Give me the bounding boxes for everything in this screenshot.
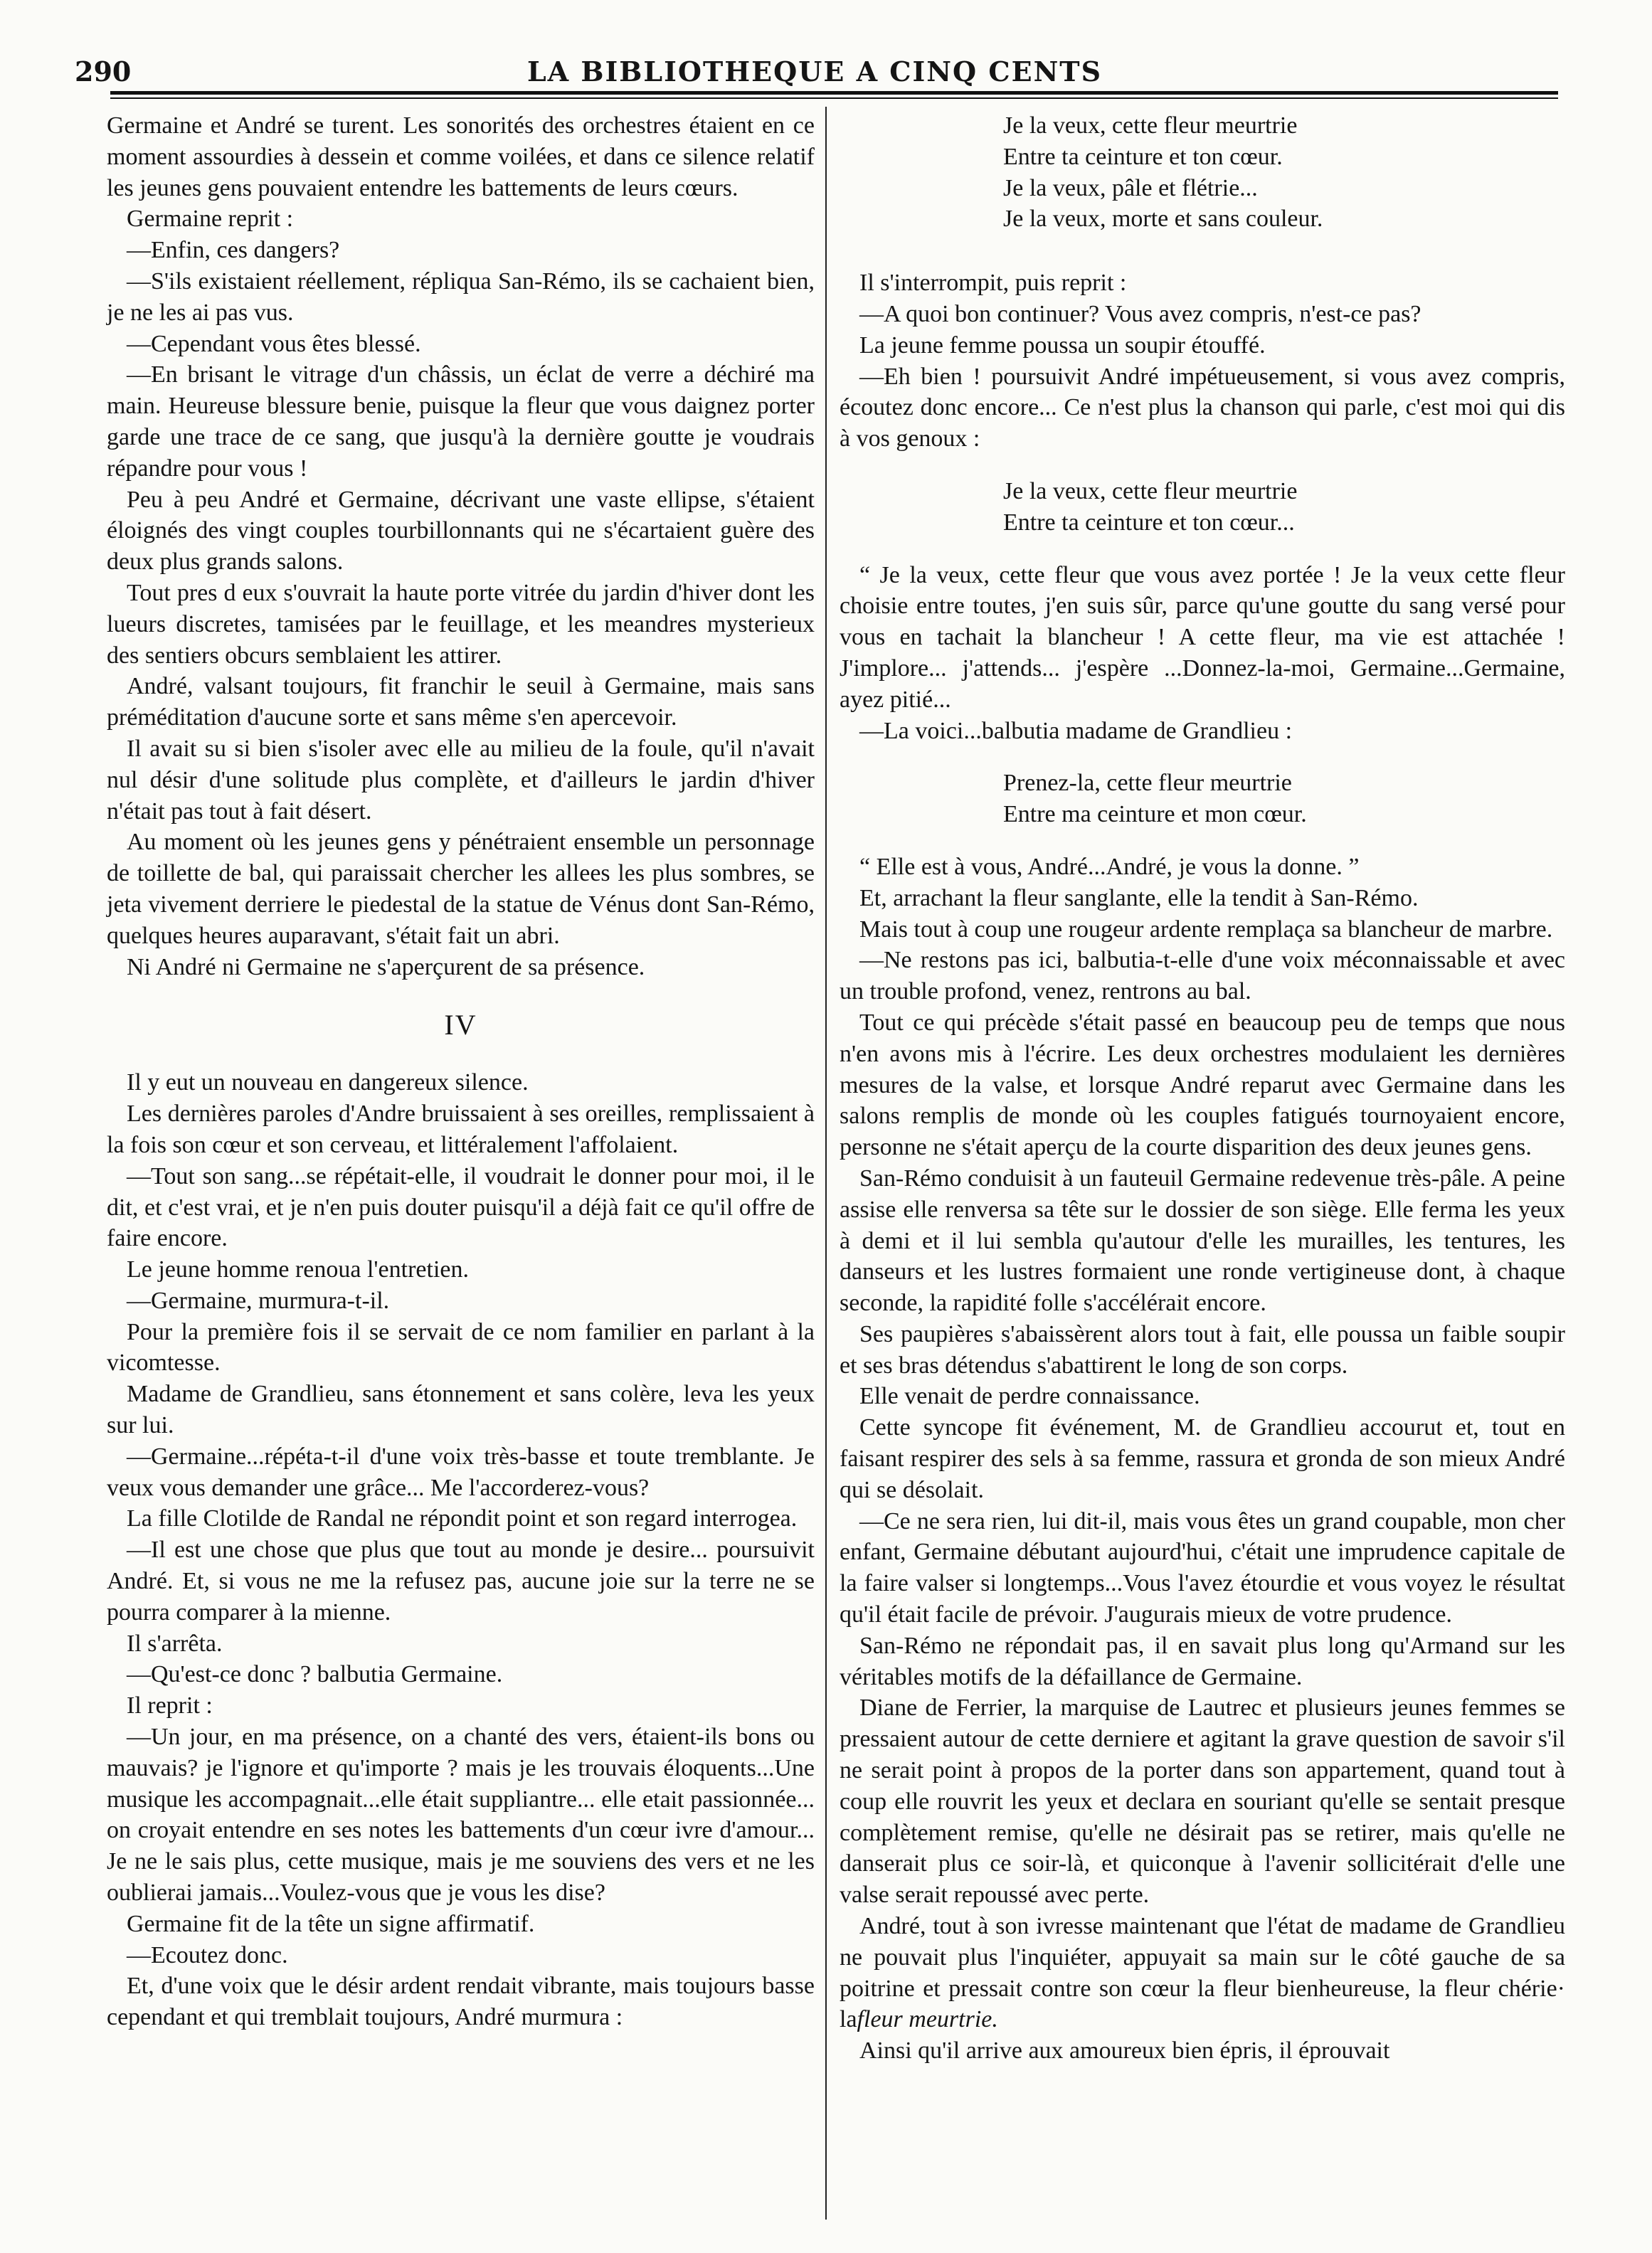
left-column: [107, 110, 815, 2033]
paragraph: Tout ce qui précède s'était passé en beaucoup peu de temps que nous n'en avons mis à l'écrire. Les deux orchestres modulaient les dernières mesures de la valse, et lorsque André reparut avec Germaine dans les salons remplis de monde où les couples fatigués tournoyaient encore, personne ne s'était aperçu de la courte disparition des deux jeunes gens.: [840, 1009, 1565, 1161]
paragraph: —Eh bien ! poursuivit André impétueusement, si vous avez compris, écoutez donc encore... Ce n'est plus la chanson qui parle, c'est moi qui dis à vos genoux :: [840, 363, 1565, 452]
paragraph: Il avait su si bien s'isoler avec elle au milieu de la foule, qu'il n'avait nul désir d'une solitude plus complète, et d'ailleurs le jardin d'hiver n'était pas tout à fait désert.: [107, 735, 815, 825]
verse-block: [840, 476, 1565, 539]
paragraph-text: André, tout à son ivresse maintenant que l'état de madame de Grandlieu ne pouvait plus l'inquiéter, appuyait sa main sur le côté gauche de sa poitrine et pressait contre son cœur la fleur bienheureuse, la fleur chérie· la: [840, 1913, 1565, 2033]
paragraph: San-Rémo conduisit à un fauteuil Germaine redevenue très-pâle. A peine assise elle renversa sa tête sur le dossier de son siège. Elle ferma les yeux à demi et il lui sembla qu'autour d'elle les murailles, les tentures, les danseurs et les lustres formaient une ronde vertigineuse dont, à chaque seconde, la rapidité folle s'accélérait encore.: [840, 1165, 1565, 1317]
italic-phrase: fleur meurtrie.: [857, 2006, 998, 2033]
paragraph: Le jeune homme renoua l'entretien.: [127, 1256, 469, 1283]
paragraph: —Tout son sang...se répétait-elle, il voudrait le donner pour moi, il le dit, et c'est vrai, et je n'en puis douter puisqu'il a déjà fait ce qu'il offre de faire encore.: [107, 1162, 815, 1252]
paragraph: —Qu'est-ce donc ? balbutia Germaine.: [127, 1661, 503, 1688]
paragraph: Ainsi qu'il arrive aux amoureux bien épris, il éprouvait: [859, 2037, 1390, 2064]
paragraph: —Germaine...répéta-t-il d'une voix très-basse et toute tremblante. Je veux vous demander une grâce... Me l'accorderez-vous?: [107, 1443, 815, 1501]
paragraph: —Ce ne sera rien, lui dit-il, mais vous êtes un grand coupable, mon cher enfant, Germaine débutant aujourd'hui, c'était une imprudence capitale de la faire valser si longtemps...Vous l'avez étourdie et vous voyez le résultat qu'il était facile de prévoir. J'augurais mieux de votre prudence.: [840, 1507, 1565, 1628]
paragraph: Tout pres d eux s'ouvrait la haute porte vitrée du jardin d'hiver dont les lueurs discretes, tamisées par le feuillage, et les meandres mysterieux des sentiers obcurs semblaient les attirer.: [107, 579, 815, 669]
paragraph: Cette syncope fit événement, M. de Grandlieu accourut et, tout en faisant respirer des sels à sa femme, rassura et gronda de son mieux André qui se désolait.: [840, 1414, 1565, 1503]
verse-line: Prenez-la, cette fleur meurtrie: [1003, 770, 1292, 797]
column-divider: [825, 107, 827, 2220]
paragraph: —En brisant le vitrage d'un châssis, un éclat de verre a déchiré ma main. Heureuse blessure benie, puisque la fleur que vous daignez porter garde une trace de ce sang, que jusqu'à la dernière goutte je voudrais répandre pour vous !: [107, 361, 815, 482]
verse-line: Entre ta ceinture et ton cœur...: [1003, 509, 1295, 536]
paragraph: Peu à peu André et Germaine, décrivant une vaste ellipse, s'étaient éloignés des vingt couples tourbillonnants qui ne s'écartaient guère des deux plus grands salons.: [107, 486, 815, 576]
paragraph: Madame de Grandlieu, sans étonnement et sans colère, leva les yeux sur lui.: [107, 1381, 815, 1439]
verse-line: Entre ma ceinture et mon cœur.: [1003, 801, 1307, 828]
paragraph: Il s'arrêta.: [127, 1630, 223, 1657]
paragraph: André, valsant toujours, fit franchir le seuil à Germaine, mais sans préméditation d'aucune sorte et sans même s'en apercevoir.: [107, 673, 815, 731]
paragraph: —A quoi bon continuer? Vous avez compris, n'est-ce pas?: [859, 300, 1421, 327]
paragraph: —S'ils existaient réellement, répliqua San-Rémo, ils se cachaient bien, je ne les ai pas vus.: [107, 267, 815, 326]
right-column: [840, 110, 1565, 2067]
paragraph: Les dernières paroles d'Andre bruissaient à ses oreilles, remplissaient à la fois son cœur et son cerveau, et littéralement l'affolaient.: [107, 1101, 815, 1158]
paragraph: La jeune femme poussa un soupir étouffé.: [859, 332, 1266, 359]
verse-line: Je la veux, cette fleur meurtrie: [1003, 112, 1298, 139]
paragraph: Germaine reprit :: [127, 206, 294, 233]
paragraph: Ses paupières s'abaissèrent alors tout à fait, elle poussa un faible soupir et ses bras détendus s'abattirent le long de son corps.: [840, 1320, 1565, 1379]
paragraph: Diane de Ferrier, la marquise de Lautrec et plusieurs jeunes femmes se pressaient autour de cette derniere et agitant la grave question de savoir s'il ne serait point à propos de la porter dans son appartement, quand tout à coup elle rouvrit les yeux et declara en souriant qu'elle se sentait presque complètement remise, qu'elle ne désirait pas se retirer, mais qu'elle ne danserait plus ce soir-là, et quiconque à l'avenir sollicitérait d'elle une valse serait repoussé avec perte.: [840, 1695, 1565, 1909]
verse-line: Je la veux, morte et sans couleur.: [1003, 206, 1323, 233]
paragraph: Germaine fit de la tête un signe affirmatif.: [127, 1910, 535, 1937]
paragraph: Germaine et André se turent. Les sonorités des orchestres étaient en ce moment assourdies à dessein et comme voilées, et dans ce silence relatif les jeunes gens pouvaient entendre les battements de leurs cœurs.: [107, 112, 815, 201]
verse-block: [840, 110, 1565, 235]
verse-line: Entre ta ceinture et ton cœur.: [1003, 143, 1283, 170]
paragraph: “ Elle est à vous, André...André, je vous la donne. ”: [859, 853, 1360, 880]
paragraph: Au moment où les jeunes gens y pénétraient ensemble un personnage de toillette de bal, qui paraissait chercher les allees les plus sombres, se jeta vivement derriere le piedestal de la statue de Vénus dont San-Rémo, quelques heures auparavant, s'était fait un abri.: [107, 829, 815, 949]
paragraph: —Cependant vous êtes blessé.: [127, 330, 421, 357]
verse-block: [840, 768, 1565, 830]
header-rule-thick: [110, 91, 1558, 95]
paragraph: —Il est une chose que plus que tout au monde je desire... poursuivit André. Et, si vous ne me la refusez pas, aucune joie sur la terre ne se pourra comparer à la mienne.: [107, 1537, 815, 1626]
paragraph: Et, arrachant la fleur sanglante, elle la tendit à San-Rémo.: [859, 884, 1419, 911]
paragraph: —Enfin, ces dangers?: [127, 237, 340, 264]
paragraph: —Ne restons pas ici, balbutia-t-elle d'une voix méconnaissable et avec un trouble profond, venez, rentrons au bal.: [840, 947, 1565, 1005]
running-title: LA BIBLIOTHEQUE A CINQ CENTS: [526, 55, 1103, 88]
paragraph: [840, 1911, 1565, 2035]
section-heading: IV: [444, 1009, 477, 1041]
paragraph: Mais tout à coup une rougeur ardente remplaça sa blancheur de marbre.: [859, 916, 1553, 943]
paragraph: Ni André ni Germaine ne s'aperçurent de sa présence.: [127, 953, 645, 980]
verse-line: Je la veux, cette fleur meurtrie: [1003, 477, 1298, 504]
paragraph: Et, d'une voix que le désir ardent rendait vibrante, mais toujours basse cependant et qui tremblait toujours, André murmura :: [107, 1973, 815, 2031]
paragraph: Il y eut un nouveau en dangereux silence.: [127, 1069, 529, 1096]
paragraph: Elle venait de perdre connaissance.: [859, 1383, 1200, 1410]
paragraph: —La voici...balbutia madame de Grandlieu :: [859, 717, 1293, 744]
page-number: 290: [75, 55, 132, 88]
paragraph: Il s'interrompit, puis reprit :: [859, 270, 1127, 297]
paragraph: —Germaine, murmura-t-il.: [127, 1287, 390, 1314]
paragraph: “ Je la veux, cette fleur que vous avez portée ! Je la veux cette fleur choisie entre toutes, j'en suis sûr, parce qu'une goutte du sang versé pour vous en tachait la blancheur ! A cette fleur, ma vie est attachée ! J'implore... j'attends... j'espère ...Donnez-la-moi, Germaine...Germaine, ayez pitié...: [840, 561, 1565, 713]
paragraph: San-Rémo ne répondait pas, il en savait plus long qu'Armand sur les véritables motifs de la défaillance de Germaine.: [840, 1632, 1565, 1690]
paragraph: —Un jour, en ma présence, on a chanté des vers, étaient-ils bons ou mauvais? je l'ignore et qu'importe ? mais je les trouvais éloquents...Une musique les accompagnait...elle était suppliantre... elle etait passionnée... on croyait entendre en ses notes les battements d'un cœur ivre d'amour... Je ne le sais plus, cette musique, mais je me souviens des vers et ne les oublierai jamais...Voulez-vous que je vous les dise?: [107, 1724, 815, 1907]
paragraph: Pour la première fois il se servait de ce nom familier en parlant à la vicomtesse.: [107, 1318, 815, 1377]
paragraph: La fille Clotilde de Randal ne répondit point et son regard interrogea.: [127, 1505, 798, 1532]
header-rule-thin: [110, 97, 1558, 99]
paragraph: Il reprit :: [127, 1692, 213, 1719]
verse-line: Je la veux, pâle et flétrie...: [1003, 174, 1258, 201]
page-header: [75, 41, 1555, 88]
paragraph: —Ecoutez donc.: [127, 1941, 288, 1968]
